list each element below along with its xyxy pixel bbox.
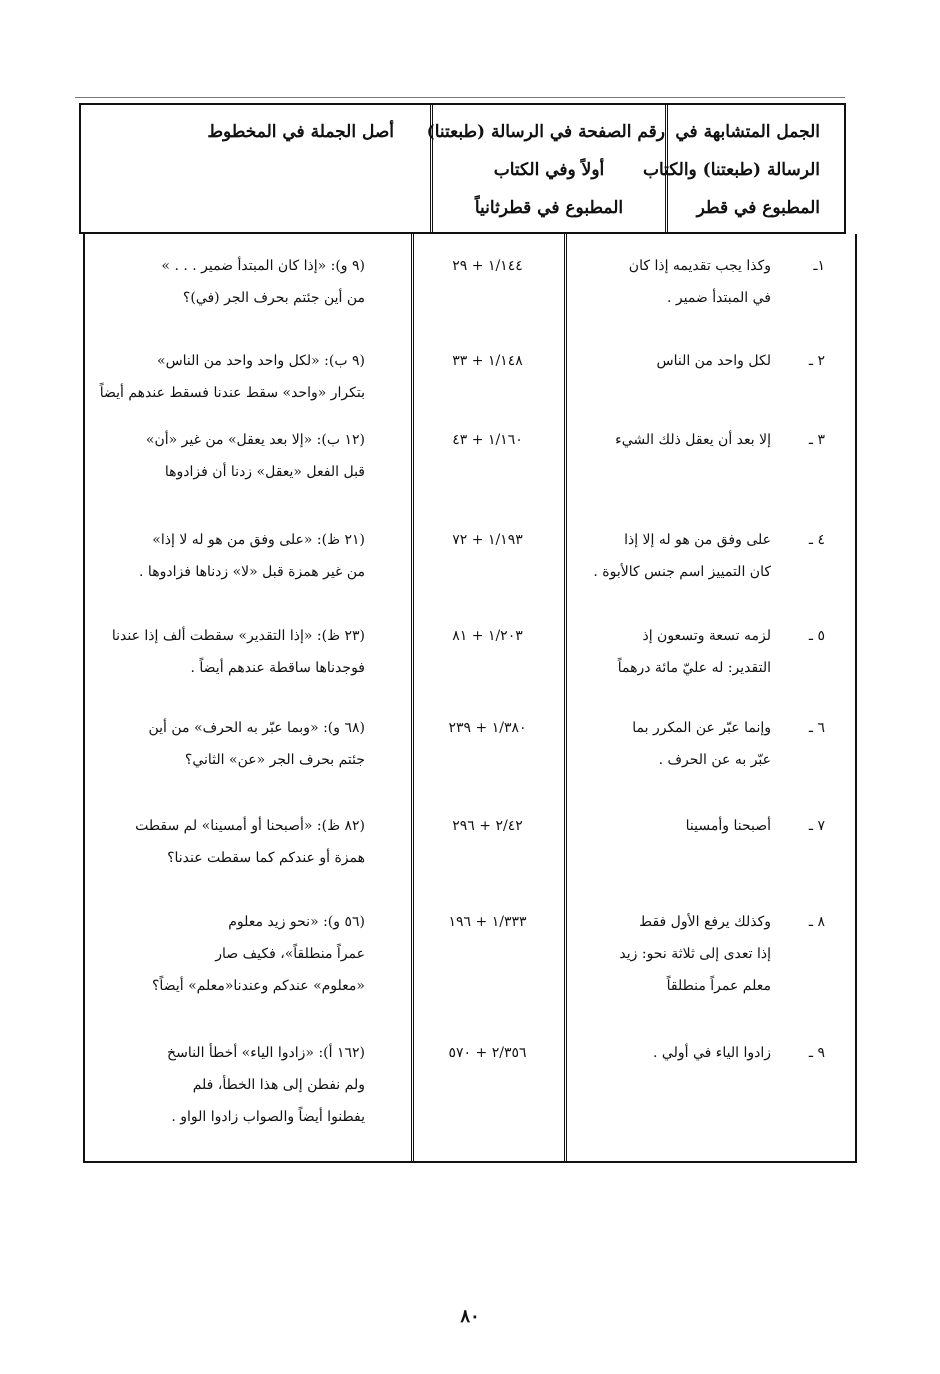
top-rule bbox=[75, 97, 845, 98]
page-reference: ٢/٣٥٦ + ٥٧٠ bbox=[448, 1045, 527, 1061]
row-number: ٥ ـ bbox=[808, 628, 825, 644]
similar-sentence: لزمه تسعة وتسعون إذ التقدير: له عليّ مائة درهماً bbox=[617, 628, 771, 676]
column-divider bbox=[411, 234, 414, 1161]
page-reference: ١/١٦٠ + ٤٣ bbox=[452, 432, 523, 448]
similar-sentence: وإنما عبّر عن المكرر بما عبّر به عن الحرف . bbox=[632, 720, 771, 768]
similar-sentence: على وفق من هو له إلا إذا كان التمييز اسم جنس كالأبوة . bbox=[593, 532, 771, 580]
row-number: ٢ ـ bbox=[808, 353, 825, 369]
header-manuscript-original: أصل الجملة في المخطوط bbox=[207, 122, 394, 142]
page-reference: ١/٢٠٣ + ٨١ bbox=[452, 628, 523, 644]
similar-sentence: أصبحنا وأمسينا bbox=[685, 818, 771, 834]
page-reference: ١/٣٨٠ + ٢٣٩ bbox=[448, 720, 527, 736]
table-header bbox=[79, 103, 846, 234]
page-reference: ٢/٤٢ + ٢٩٦ bbox=[452, 818, 523, 834]
manuscript-original: (٢١ ظ): «على وفق من هو له لا إذا» من غير همزة قبل «لا» زدناها فزادوها . bbox=[139, 532, 365, 580]
row-number: ٨ ـ bbox=[808, 914, 825, 930]
header-similar-sentences: الجمل المتشابهة في الرسالة (طبعتنا) والكتاب المطبوع في قطر bbox=[642, 122, 820, 218]
row-number: ٧ ـ bbox=[808, 818, 825, 834]
page-reference: ١/١٤٤ + ٢٩ bbox=[452, 258, 523, 274]
row-number: ٩ ـ bbox=[808, 1045, 825, 1061]
similar-sentence: إلا بعد أن يعقل ذلك الشيء bbox=[615, 432, 771, 448]
manuscript-original: (٢٣ ظ): «إذا التقدير» سقطت ألف إذا عندنا فوجدناها ساقطة عندهم أيضاً . bbox=[111, 628, 365, 676]
similar-sentence: لكل واحد من الناس bbox=[656, 353, 771, 369]
page-number: ٨٠ bbox=[460, 1306, 480, 1327]
row-number: ١ـ bbox=[813, 258, 825, 274]
manuscript-original: (١٦٢ أ): «زادوا الياء» أخطأ الناسخ ولم نفطن إلى هذا الخطأ، فلم يفطنوا أيضاً والصواب زادوا الواو . bbox=[167, 1045, 365, 1125]
manuscript-original: (٦٨ و): «وبما عبّر به الحرف» من أين جئتم بحرف الجر «عن» الثاني؟ bbox=[148, 720, 365, 768]
page-reference: ١/٣٣٣ + ١٩٦ bbox=[448, 914, 527, 930]
row-number: ٦ ـ bbox=[808, 720, 825, 736]
manuscript-original: (٩ ب): «لكل واحد واحد من الناس» بتكرار «واحد» سقط عندنا فسقط عندهم أيضاً bbox=[99, 353, 365, 401]
table-body bbox=[83, 234, 857, 1163]
similar-sentence: وكذا يجب تقديمه إذا كان في المبتدأ ضمير . bbox=[628, 258, 771, 306]
header-page-numbers: رقم الصفحة في الرسالة (طبعتنا) أولاً وفي الكتاب المطبوع في قطرثانياً bbox=[430, 105, 668, 232]
page-reference: ١/١٩٣ + ٧٢ bbox=[452, 532, 523, 548]
similar-sentence: وكذلك يرفع الأول فقط إذا تعدى إلى ثلاثة نحو: زيد معلم عمراً منطلقاً bbox=[619, 914, 771, 994]
similar-sentence: زادوا الياء في أولي . bbox=[653, 1045, 771, 1061]
manuscript-original: (١٢ ب): «إلا بعد يعقل» من غير «أن» قبل الفعل «يعقل» زدنا أن فزادوها bbox=[145, 432, 365, 480]
row-number: ٤ ـ bbox=[808, 532, 825, 548]
manuscript-original: (٥٦ و): «نحو زيد معلوم عمراً منطلقاً»، فكيف صار «معلوم» عندكم وعندنا«معلم» أيضاً؟ bbox=[152, 914, 365, 994]
manuscript-original: (٩ و): «إذا كان المبتدأ ضمير . . . » من أين جئتم بحرف الجر (في)؟ bbox=[161, 258, 365, 306]
manuscript-original: (٨٢ ظ): «أصبحنا أو أمسينا» لم سقطت همزة أو عندكم كما سقطت عندنا؟ bbox=[135, 818, 365, 866]
page-reference: ١/١٤٨ + ٣٣ bbox=[452, 353, 523, 369]
column-divider bbox=[564, 234, 567, 1161]
row-number: ٣ ـ bbox=[808, 432, 825, 448]
